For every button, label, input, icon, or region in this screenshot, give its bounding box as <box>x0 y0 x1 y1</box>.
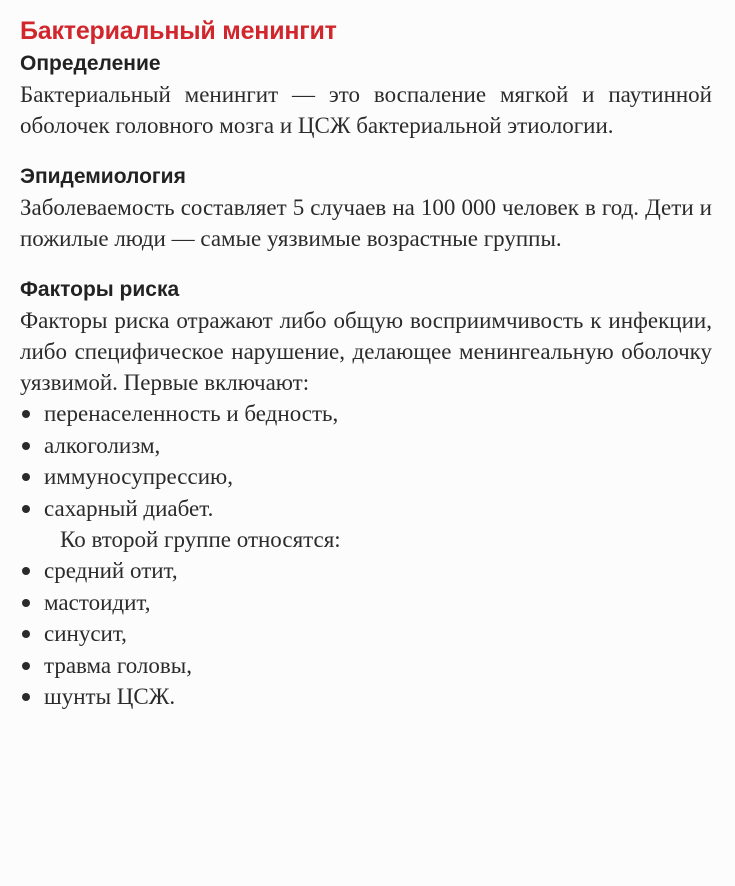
risk-factors-section <box>20 276 712 713</box>
list-item-text: алкоголизм, <box>44 432 161 458</box>
specific-risk-factors-list <box>20 555 712 713</box>
list-item-text: сахарный диабет. <box>44 495 214 521</box>
bullet-icon <box>22 599 30 607</box>
list-item-text: травма головы, <box>44 652 192 678</box>
bullet-icon <box>22 662 30 670</box>
bullet-icon <box>22 410 30 418</box>
list-item-text: средний отит, <box>44 558 178 583</box>
list-item <box>20 681 712 713</box>
bullet-icon <box>22 630 30 638</box>
general-risk-factors-list <box>20 398 712 524</box>
bullet-icon <box>22 693 30 701</box>
bullet-icon <box>22 505 30 513</box>
list-item <box>20 493 712 525</box>
article <box>20 16 712 735</box>
list-item <box>20 618 712 650</box>
list-item <box>20 650 712 682</box>
list-item <box>20 587 712 619</box>
list-item <box>20 555 712 587</box>
risk-factors-heading: Факторы риска <box>20 278 180 301</box>
second-group-intro: Ко второй группе относятся: <box>60 527 341 552</box>
bullet-icon <box>22 442 30 450</box>
epidemiology-heading: Эпидемиология <box>20 165 186 188</box>
list-item-text: иммуносупрессию, <box>44 464 233 489</box>
definition-heading: Определение <box>20 52 161 75</box>
list-item-text: перенаселенность и бедность, <box>44 401 339 426</box>
list-item <box>20 461 712 493</box>
epidemiology-text: Заболеваемость составляет 5 случаев на 100 000 человек в год. Дети и пожилые люди — самые уязвимые возрастные группы. <box>20 195 712 251</box>
epidemiology-section <box>20 163 712 254</box>
bullet-icon <box>22 473 30 481</box>
list-item-text: мастоидит, <box>44 589 151 615</box>
list-item <box>20 430 712 462</box>
definition-text: Бактериальный менингит — это воспаление мягкой и паутинной оболочек головного мозга и ЦСЖ бактериальной этиологии. <box>20 82 712 138</box>
definition-section <box>20 50 712 141</box>
list-item-text: шунты ЦСЖ. <box>44 684 176 709</box>
list-item <box>20 398 712 430</box>
risk-factors-intro: Факторы риска отражают либо общую восприимчивость к инфекции, либо специфическое нарушение, делающее менингеальную оболочку уязвимой. Первые включают: <box>20 308 712 395</box>
bullet-icon <box>22 567 30 575</box>
list-item-text: синусит, <box>44 621 127 646</box>
page-title: Бактериальный менингит <box>20 17 337 45</box>
